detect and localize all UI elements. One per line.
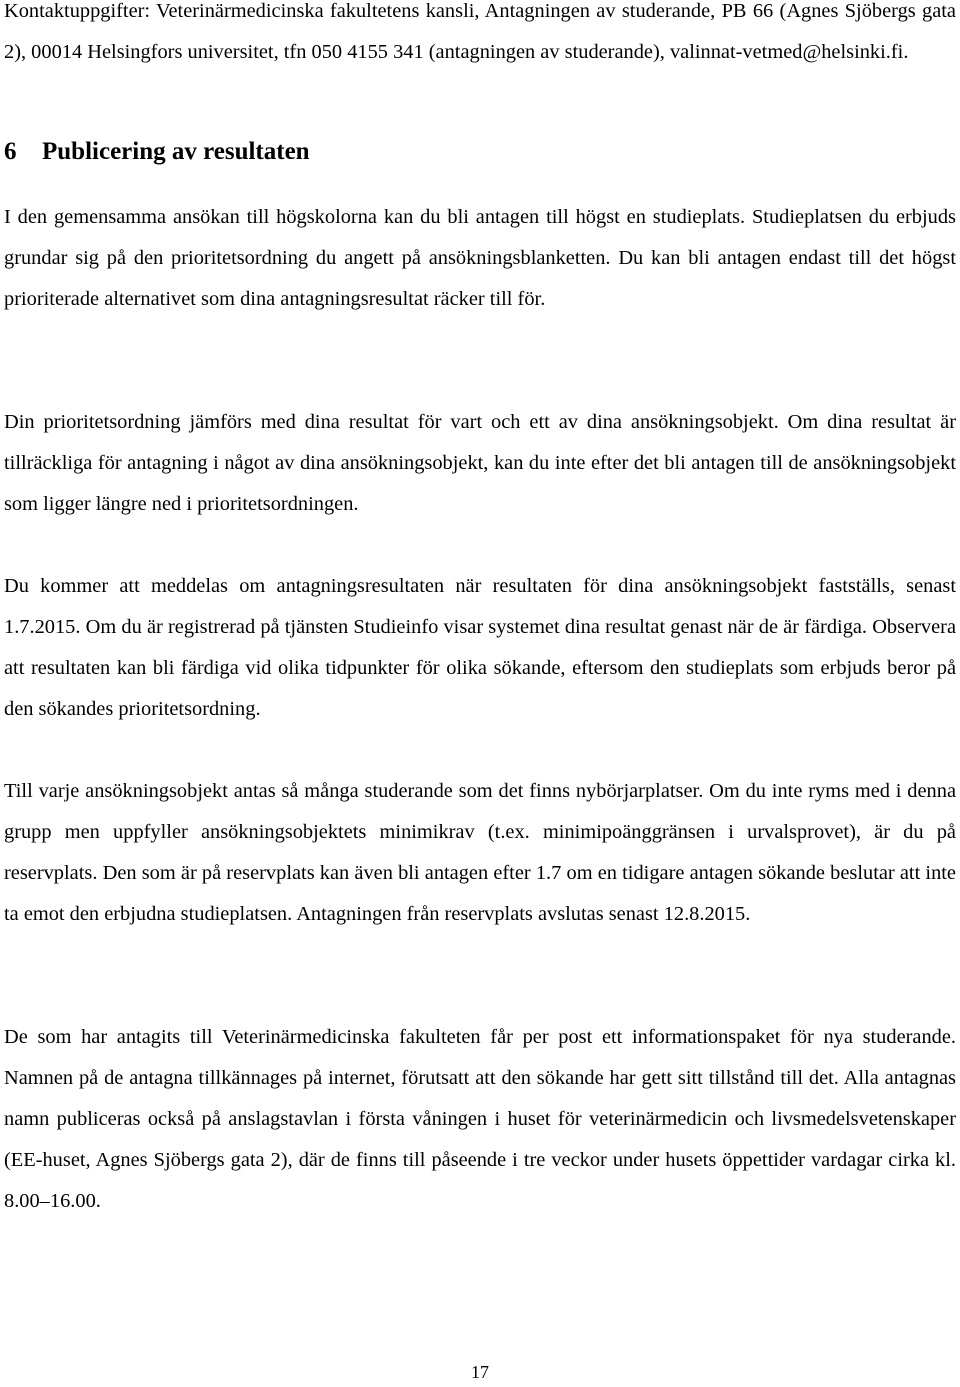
body-paragraph-1: I den gemensamma ansökan till högskolorna kan du bli antagen till högst en studieplats. Studieplatsen du erbjuds grundar sig på den prioritetsordning du angett på ansökningsblanketten. Du kan bli antagen endast till det högst prioriterade alternativet som dina antagningsresultat räcker till för. bbox=[4, 206, 956, 310]
contact-paragraph: Kontaktuppgifter: Veterinärmedicinska fakultetens kansli, Antagningen av studerande, PB 66 (Agnes Sjöbergs gata 2), 00014 Helsingfors universitet, tfn 050 4155 341 (antagningen av studerande), valinnat-vetmed@helsinki.fi. bbox=[4, 0, 956, 63]
body-paragraph-2: Din prioritetsordning jämförs med dina resultat för vart och ett av dina ansökningsobjekt. Om dina resultat är tillräckliga för antagning i något av dina ansökningsobjekt, kan du inte efter det bli antagen till de ansökningsobjekt som ligger längre ned i prioritetsordningen. bbox=[4, 411, 956, 515]
body-paragraph-3: Du kommer att meddelas om antagningsresultaten när resultaten för dina ansökningsobjekt fastställs, senast 1.7.2015. Om du är registrerad på tjänsten Studieinfo visar systemet dina resultat genast när de är färdiga. Observera att resultaten kan bli färdiga vid olika tidpunkter för olika sökande, eftersom den studieplats som erbjuds beror på den sökandes prioritetsordning. bbox=[4, 575, 956, 720]
page-number: 17 bbox=[471, 1362, 489, 1382]
body-paragraph-5: De som har antagits till Veterinärmedicinska fakulteten får per post ett informationspaket för nya studerande. Namnen på de antagna tillkännages på internet, förutsatt att den sökande har gett sitt tillstånd till det. Alla antagnas namn publiceras också på anslagstavlan i första våningen i huset för veterinärmedicin och livsmedelsvetenskaper (EE-huset, Agnes Sjöbergs gata 2), där de finns till påseende i tre veckor under husets öppettider vardagar cirka kl. 8.00–16.00. bbox=[4, 1026, 956, 1212]
section-number: 6 bbox=[4, 138, 17, 165]
body-paragraph-4: Till varje ansökningsobjekt antas så många studerande som det finns nybörjarplatser. Om du inte ryms med i denna grupp men uppfyller ansökningsobjektets minimikrav (t.ex. minimipoänggränsen i urvalsprovet), är du på reservplats. Den som är på reservplats kan även bli antagen efter 1.7 om en tidigare antagen sökande beslutar att inte ta emot den erbjudna studieplatsen. Antagningen från reservplats avslutas senast 12.8.2015. bbox=[4, 780, 956, 925]
section-title: Publicering av resultaten bbox=[42, 138, 310, 165]
section-heading bbox=[4, 130, 310, 174]
